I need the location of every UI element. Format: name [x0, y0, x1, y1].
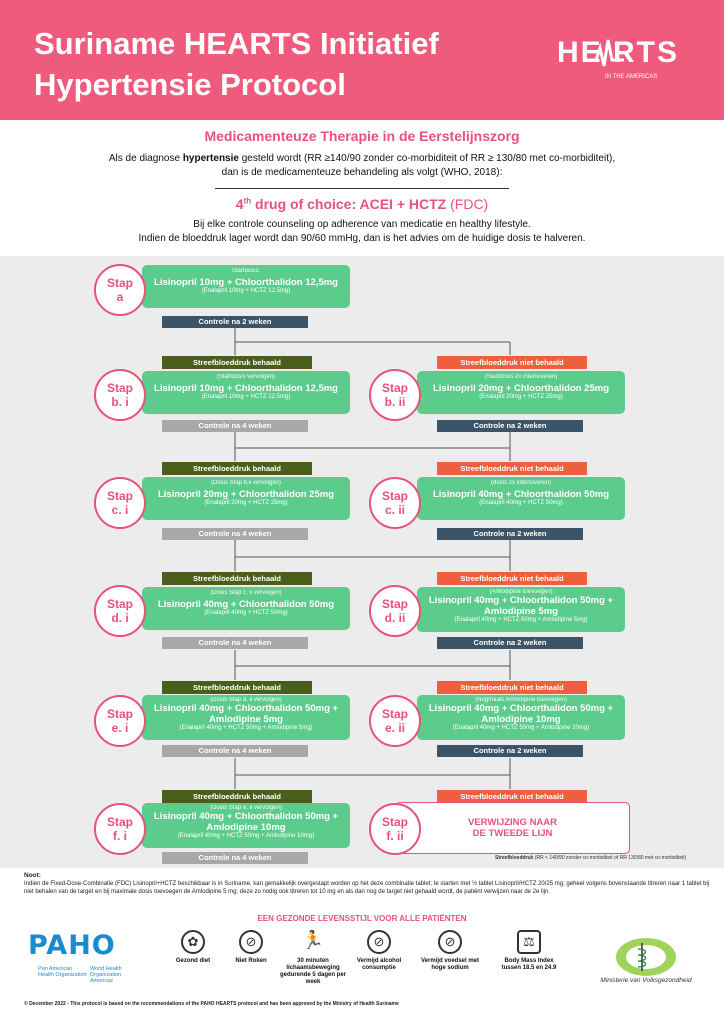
card-alternative: (Enalapril 20mg + HCTZ 25mg): [204, 500, 288, 506]
card-step-bii: [417, 371, 625, 414]
step-id: b. ii: [384, 395, 406, 409]
step-label: Stap: [106, 489, 133, 503]
lifestyle-title: EEN GEZONDE LEVENSSTIJL VOOR ALLE PATIËNTEN: [257, 914, 467, 923]
control-step-a: Controle na 2 weken: [162, 316, 308, 328]
step-id: c. i: [111, 503, 129, 517]
card-note: (Dosis Stap d. ii vervolgen): [210, 697, 282, 703]
step-label: Stap: [381, 597, 408, 611]
card-step-a: [142, 265, 350, 308]
lifestyle-label: Vermijd voedsel met hoge sodium: [420, 958, 480, 971]
step-di-badge: [94, 585, 146, 637]
card-step-fi: [142, 803, 350, 848]
step-id: d. i: [111, 611, 129, 625]
control-step-di: Controle na 4 weken: [162, 637, 308, 649]
card-regimen-line2: Amlodipine 10mg: [481, 714, 561, 725]
tag-not-achieved-e: Streefbloeddruk niet behaald: [437, 681, 587, 694]
page-title-line2: Hypertensie Protocol: [34, 67, 346, 102]
lifestyle-label: Body Mass Index tussen 18.5 en 24.9: [501, 958, 557, 971]
section-subtitle: Medicamenteuze Therapie in de Eerstelijnszorg: [204, 128, 520, 144]
card-note: (Dosis Stap e. ii vervolgen): [210, 805, 282, 811]
control-step-cii: Controle na 2 weken: [437, 528, 583, 540]
card-step-ci: [142, 477, 350, 520]
note-title: Noot:: [24, 872, 41, 879]
card-regimen-line2: Amlodipine 5mg: [484, 606, 558, 617]
drug-num: 4: [235, 196, 244, 212]
drug-fdc: (FDC): [450, 196, 489, 212]
step-ei-badge: [94, 695, 146, 747]
step-label: Stap: [106, 276, 133, 290]
step-id: c. ii: [384, 503, 405, 517]
card-step-ei: [142, 695, 350, 740]
scale-icon: ⚖: [517, 930, 541, 954]
tag-not-achieved-f: Streefbloeddruk niet behaald: [437, 790, 587, 803]
card-regimen: Lisinopril 40mg + Chloorthalidon 50mg: [432, 489, 610, 500]
step-cii-badge: [369, 477, 421, 529]
tag-not-achieved-c: Streefbloeddruk niet behaald: [437, 462, 587, 475]
card-alternative: (Enalapril 40mg + HCTZ 50mg + Amlodipine 10mg): [177, 833, 315, 839]
card-note: (Startdosis vervolgen): [216, 374, 276, 380]
card-alternative: (Enalapril 40mg + HCTZ 50mg): [479, 500, 563, 506]
control-step-fi: Controle na 4 weken: [162, 852, 308, 864]
step-label: Stap: [381, 381, 408, 395]
step-a-badge: [94, 264, 146, 316]
paho-sub-2: World Health Organization Americas: [90, 966, 122, 984]
card-alternative: (Enalapril 40mg + HCTZ 50mg): [204, 610, 288, 616]
card-alternative: (Enalapril 10mg + HCTZ 12,5mg): [201, 288, 291, 294]
card-note: (Dosis Stap c. ii vervolgen): [210, 590, 282, 596]
step-label: Stap: [106, 381, 133, 395]
card-step-bi: [142, 371, 350, 414]
note-body: Indien de Fixed-Dose-Combinatie (FDC) Lisinopril+HCTZ beschikbaar is in Suriname, kan gemakkelijk overgestapt worden op het deze combinatie tablet; te starten met ½ tablet Lisinopril/HCTZ 20/25 mg; geheel volgens bovenstaande titreren naar 1 tablet bij niet behalen van de target en bij maximale dosis toevoegen de Amlodipine 5 mg; deze zo nodig ook titreren tot 10 mg en als dan nog de target niet gehaald wordt, de patiënt verwijzen naar de 2e lijn.: [24, 881, 710, 895]
hearts-logo-subtitle: IN THE AMERICAS: [605, 74, 658, 80]
step-label: Stap: [381, 815, 408, 829]
card-alternative: (Enalapril 40mg + HCTZ 50mg + Amlodipine 10mg): [452, 725, 590, 731]
tag-not-achieved-d: Streefbloeddruk niet behaald: [437, 572, 587, 585]
tag-achieved-f: Streefbloeddruk behaald: [162, 790, 312, 803]
control-step-eii: Controle na 2 weken: [437, 745, 583, 757]
tag-achieved-e: Streefbloeddruk behaald: [162, 681, 312, 694]
step-id: b. i: [111, 395, 129, 409]
card-alternative: (Enalapril 40mg + HCTZ 50mg + Amlodipine 5mg): [179, 725, 313, 731]
card-regimen: Lisinopril 40mg + Chloorthalidon 50mg +: [153, 703, 339, 714]
ministry-label: Ministerie van Volksgezondheid: [600, 977, 692, 984]
running-icon: 🏃: [301, 930, 325, 950]
card-regimen: Lisinopril 40mg + Chloorthalidon 50mg +: [153, 811, 339, 822]
card-regimen: Lisinopril 40mg + Chloorthalidon 50mg: [157, 599, 335, 610]
step-fi-badge: [94, 803, 146, 855]
step-id: a: [116, 290, 124, 304]
step-dii-badge: [369, 585, 421, 637]
no-salt-icon: ⊘: [438, 930, 462, 954]
card-alternative: (Enalapril 40mg + HCTZ 50mg + Amlodipine 5mg): [454, 617, 588, 623]
card-step-cii: [417, 477, 625, 520]
intro-line1-post: gesteld wordt (RR ≥140/90 zonder co-morbiditeit of RR ≥ 130/80 met co-morbiditeit),: [238, 153, 616, 164]
page-title-line1: Suriname HEARTS Initiatief: [34, 26, 439, 61]
card-alternative: (Enalapril 10mg + HCTZ 12,5mg): [201, 394, 291, 400]
footer-text: © December 2022 - This protocol is based on the recommendations of the PAHO HEARTS protocol and has been approved by the Ministry of Health Suriname: [24, 1001, 399, 1007]
legend-text: (RR < 140/90 zonder co-morbiditeit of RR 130/80 met co-morbiditeit): [533, 855, 687, 861]
referral-line2: DE TWEEDE LIJN: [472, 828, 553, 839]
tag-not-achieved-b: Streefbloeddruk niet behaald: [437, 356, 587, 369]
step-id: f. ii: [386, 829, 404, 843]
referral-card: [395, 802, 630, 854]
control-step-bii: Controle na 2 weken: [437, 420, 583, 432]
card-step-eii: [417, 695, 625, 740]
control-step-ci: Controle na 4 weken: [162, 528, 308, 540]
counsel-line1: Bij elke controle counseling op adherence van medicatie en healthy lifestyle.: [193, 219, 531, 230]
lifestyle-label: Gezond diet: [175, 958, 211, 964]
card-note: (Nogmaals Amlodipine toevoegen): [475, 697, 567, 703]
card-note: Startdosis:: [231, 268, 261, 274]
card-regimen-line2: Amlodipine 10mg: [206, 822, 286, 833]
no-smoking-icon: ⊘: [239, 930, 263, 954]
card-note: (Dosis Stap b.ii vervolgen): [210, 480, 282, 486]
legend-bold: Streefbloeddruk: [495, 855, 534, 861]
card-regimen: Lisinopril 40mg + Chloorthalidon 50mg +: [428, 703, 614, 714]
card-note: (Amlodipine toevoegen): [489, 589, 553, 595]
step-ci-badge: [94, 477, 146, 529]
step-bi-badge: [94, 369, 146, 421]
step-label: Stap: [381, 707, 408, 721]
tag-achieved-b: Streefbloeddruk behaald: [162, 356, 312, 369]
intro-line1-bold: hypertensie: [182, 153, 239, 164]
paho-logo-text: PAHO: [28, 930, 116, 961]
card-note: (Startdosis 2x intensiveren): [484, 374, 558, 380]
card-regimen: Lisinopril 20mg + Chloorthalidon 25mg: [432, 383, 610, 394]
tag-achieved-c: Streefbloeddruk behaald: [162, 462, 312, 475]
card-regimen: Lisinopril 20mg + Chloorthalidon 25mg: [157, 489, 335, 500]
intro-line2: dan is de medicamenteuze behandeling als volgt (WHO, 2018):: [221, 167, 503, 178]
step-id: f. i: [113, 829, 127, 843]
paho-sub-1: Pan American Health Organization: [38, 966, 87, 978]
card-regimen: Lisinopril 10mg + Chloorthalidon 12,5mg: [154, 277, 338, 288]
counsel-line2: Indien de bloeddruk lager wordt dan 90/60 mmHg, dan is het advies om de huidige dosis te halveren.: [138, 233, 586, 244]
step-id: e. i: [111, 721, 129, 735]
card-regimen: Lisinopril 40mg + Chloorthalidon 50mg +: [428, 595, 614, 606]
step-label: Stap: [106, 815, 133, 829]
lifestyle-label: Vermijd alcohol consumptie: [356, 958, 402, 971]
step-id: d. ii: [384, 611, 406, 625]
control-step-bi: Controle na 4 weken: [162, 420, 308, 432]
card-note: (dosis 2x intensiveren): [490, 480, 552, 486]
card-step-di: [142, 587, 350, 630]
card-regimen: Lisinopril 10mg + Chloorthalidon 12,5mg: [154, 383, 338, 394]
step-fii-badge: [369, 803, 421, 855]
lifestyle-label: Niet Roken: [235, 958, 267, 964]
step-id: e. ii: [384, 721, 405, 735]
drug-sup: th: [243, 196, 252, 206]
hearts-logo-text: HE RTS: [557, 36, 680, 69]
tag-achieved-d: Streefbloeddruk behaald: [162, 572, 312, 585]
step-label: Stap: [106, 597, 133, 611]
step-eii-badge: [369, 695, 421, 747]
salad-icon: ✿: [181, 930, 205, 954]
control-step-dii: Controle na 2 weken: [437, 637, 583, 649]
intro-line1-pre: Als de diagnose: [108, 153, 183, 164]
card-alternative: (Enalapril 20mg + HCTZ 25mg): [479, 394, 563, 400]
drug-main: drug of choice: ACEI + HCTZ: [251, 196, 451, 212]
card-regimen-line2: Amlodipine 5mg: [209, 714, 283, 725]
step-bii-badge: [369, 369, 421, 421]
no-alcohol-icon: ⊘: [367, 930, 391, 954]
step-label: Stap: [106, 707, 133, 721]
step-label: Stap: [381, 489, 408, 503]
referral-line1: VERWIJZING NAAR: [467, 817, 558, 828]
control-step-ei: Controle na 4 weken: [162, 745, 308, 757]
lifestyle-label: 30 minuten lichaamsbeweging gedurende 5 dagen per week: [280, 958, 347, 985]
card-step-dii: [417, 587, 625, 632]
